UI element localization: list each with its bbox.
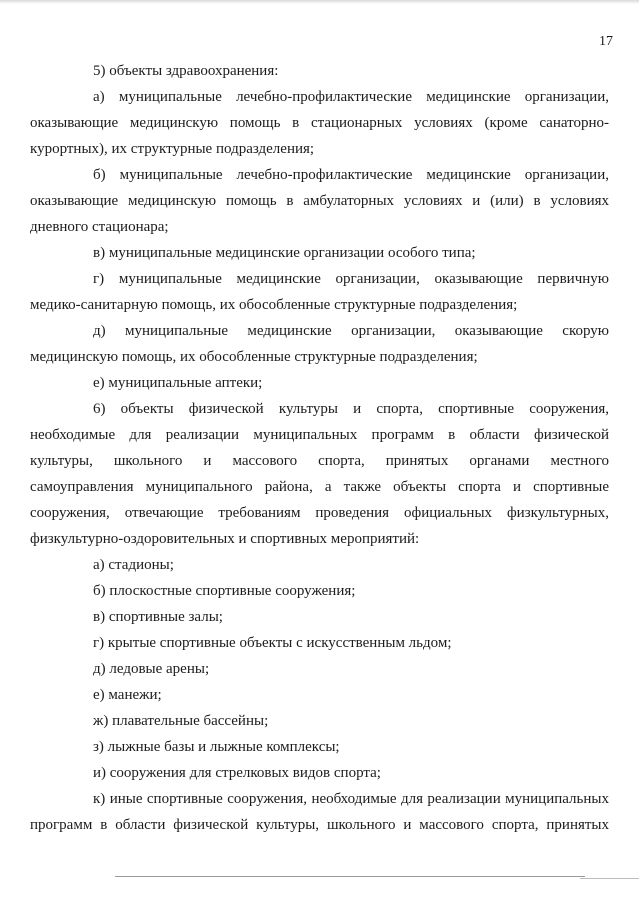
text-line: д) муниципальные медицинские организации, оказывающие скорую <box>93 323 609 339</box>
text-line: в) спортивные залы; <box>93 609 223 625</box>
text-line: оказывающие медицинскую помощь в стационарных условиях (кроме санаторно- <box>30 115 609 131</box>
text-line: оказывающие медицинскую помощь в амбулаторных условиях и (или) в условиях <box>30 193 609 209</box>
text-line: в) муниципальные медицинские организации особого типа; <box>93 245 476 261</box>
text-line: медицинскую помощь, их обособленные структурные подразделения; <box>30 349 478 365</box>
text-line: медико-санитарную помощь, их обособленные структурные подразделения; <box>30 297 518 313</box>
text-line: б) муниципальные лечебно-профилактические медицинские организации, <box>93 167 609 183</box>
text-line: программ в области физической культуры, школьного и массового спорта, принятых <box>30 817 609 833</box>
text-line: культуры, школьного и массового спорта, принятых органами местного <box>30 453 609 469</box>
scan-edge-bottom-right <box>580 878 639 879</box>
text-line: ж) плавательные бассейны; <box>93 713 269 729</box>
page-number: 17 <box>599 34 613 49</box>
text-line: и) сооружения для стрелковых видов спорта; <box>93 765 381 781</box>
scan-edge-bottom <box>115 876 585 877</box>
text-line: физкультурно-оздоровительных и спортивных мероприятий: <box>30 531 420 547</box>
text-line: к) иные спортивные сооружения, необходимые для реализации муниципальных <box>93 791 609 807</box>
text-line: е) манежи; <box>93 687 162 703</box>
text-line: д) ледовые арены; <box>93 661 210 677</box>
scan-edge-top <box>0 0 639 4</box>
text-line: г) муниципальные медицинские организации, оказывающие первичную <box>93 271 609 287</box>
text-line: 6) объекты физической культуры и спорта, спортивные сооружения, <box>93 401 609 417</box>
text-line: курортных), их структурные подразделения; <box>30 141 315 157</box>
text-line: з) лыжные базы и лыжные комплексы; <box>93 739 340 755</box>
text-line: а) стадионы; <box>93 557 174 573</box>
text-line: г) крытые спортивные объекты с искусственным льдом; <box>93 635 452 651</box>
text-line: необходимые для реализации муниципальных программ в области физической <box>30 427 609 443</box>
document-body <box>0 58 639 838</box>
text-line: б) плоскостные спортивные сооружения; <box>93 583 356 599</box>
text-line: 5) объекты здравоохранения: <box>93 63 279 79</box>
text-line: е) муниципальные аптеки; <box>93 375 263 391</box>
text-line: дневного стационара; <box>30 219 169 235</box>
text-line: а) муниципальные лечебно-профилактические медицинские организации, <box>93 89 609 105</box>
text-line: сооружения, отвечающие требованиям проведения официальных физкультурных, <box>30 505 609 521</box>
text-line: самоуправления муниципального района, а также объекты спорта и спортивные <box>30 479 609 495</box>
